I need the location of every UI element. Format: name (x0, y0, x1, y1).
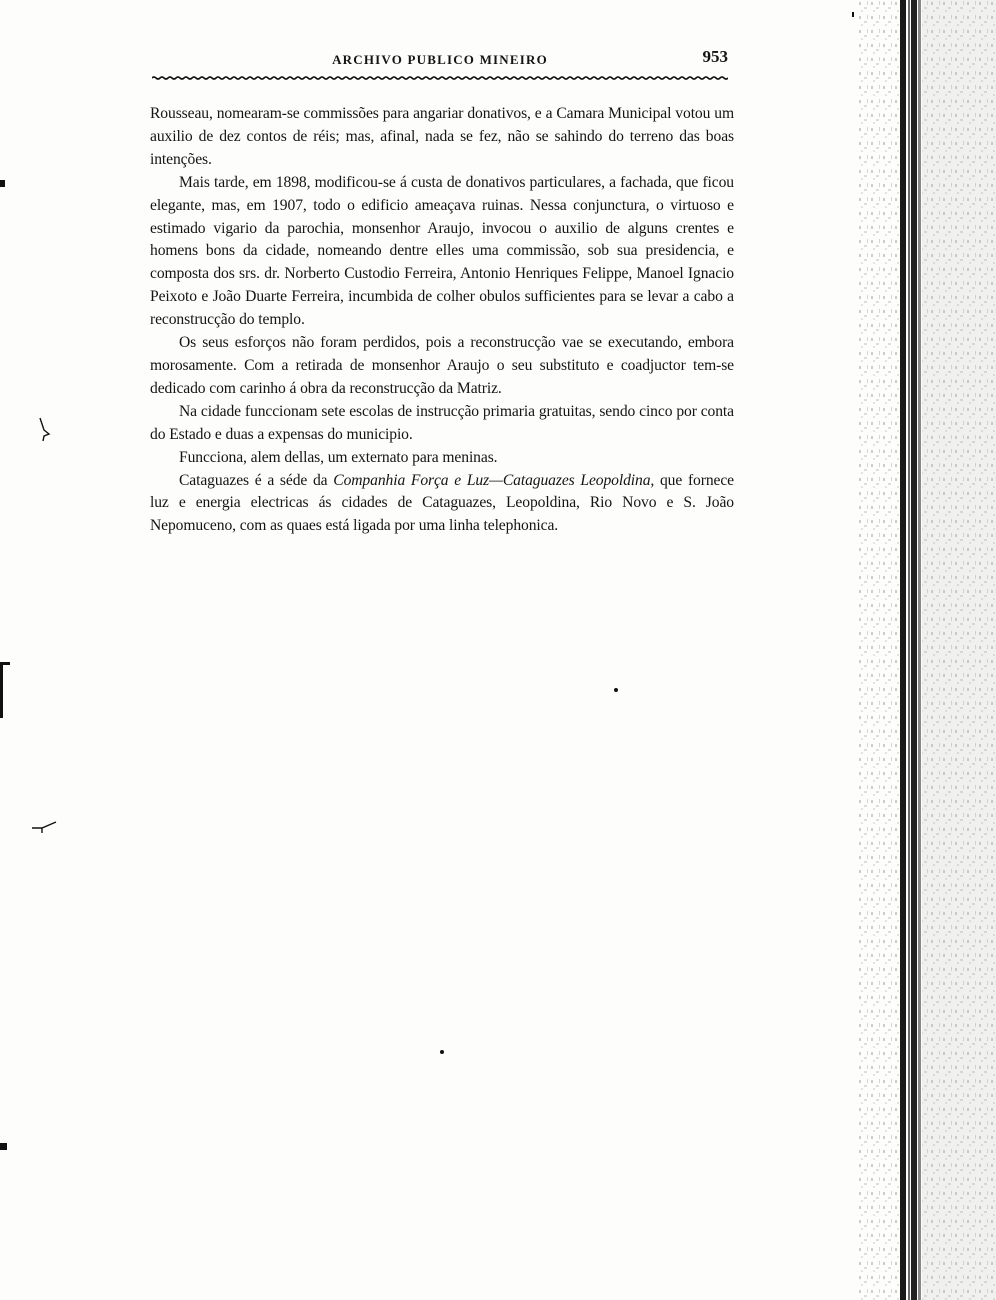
paragraph-6 (150, 470, 734, 539)
header-wavy-rule (152, 76, 728, 80)
margin-mark (0, 1143, 7, 1150)
margin-mark (0, 180, 5, 187)
paragraph-4: Na cidade funccionam sete escolas de instrucção primaria gratuitas, sendo cinco por conta do Estado e duas a expensas do municipio. (150, 402, 734, 443)
speck (852, 12, 854, 17)
company-name: Companhia Força e Luz—Cataguazes Leopoldina, (333, 471, 655, 489)
paragraph-2: Mais tarde, em 1898, modificou-se á custa de donativos particulares, a fachada, que ficou elegante, mas, em 1907, todo o edificio ameaçava ruinas. Nessa conjunctura, o virtuoso e estimado vigario da parochia, monsenhor Araujo, invocou o auxilio de alguns crentes e homens bons da cidade, nomeando dentre elles uma commissão, sob sua presidencia, e composta dos srs. dr. Norberto Custodio Ferreira, Antonio Henriques Felippe, Manoel Ignacio Peixoto e João Duarte Ferreira, incumbida de colher obulos sufficientes para se levar a cabo a reconstrucção do templo. (150, 173, 734, 329)
paragraph-6-end: que fornece luz e energia electricas ás cidades de Cataguazes, Leopoldina, Rio Novo e S. João Nepomuceno, com as quaes está ligada por uma linha telephonica. (150, 471, 734, 535)
binding-edge (858, 0, 996, 1300)
paragraph-6-start: Cataguazes é a séde da (179, 471, 334, 489)
margin-tick (30, 820, 60, 834)
paragraph-5: Funcciona, alem dellas, um externato para meninas. (179, 448, 498, 466)
page-number: 953 (702, 47, 728, 66)
margin-bracket-stem (0, 662, 3, 718)
speck (614, 688, 618, 692)
body-text (150, 103, 734, 538)
margin-tick (36, 416, 52, 442)
running-title: ARCHIVO PUBLICO MINEIRO (332, 52, 548, 67)
paragraph-3: Os seus esforços não foram perdidos, pois a reconstrucção vae se executando, embora morosamente. Com a retirada de monsenhor Araujo o seu substituto e coadjuctor tem-se dedicado com carinho á obra da reconstrucção da Matriz. (150, 334, 734, 397)
speck (440, 1050, 444, 1054)
running-header (150, 44, 730, 74)
paragraph-1: Rousseau, nomearam-se commissões para angariar donativos, e a Camara Municipal votou um auxilio de dez contos de réis; mas, afinal, nada se fez, não se sahindo do terreno das boas intenções. (150, 105, 734, 168)
